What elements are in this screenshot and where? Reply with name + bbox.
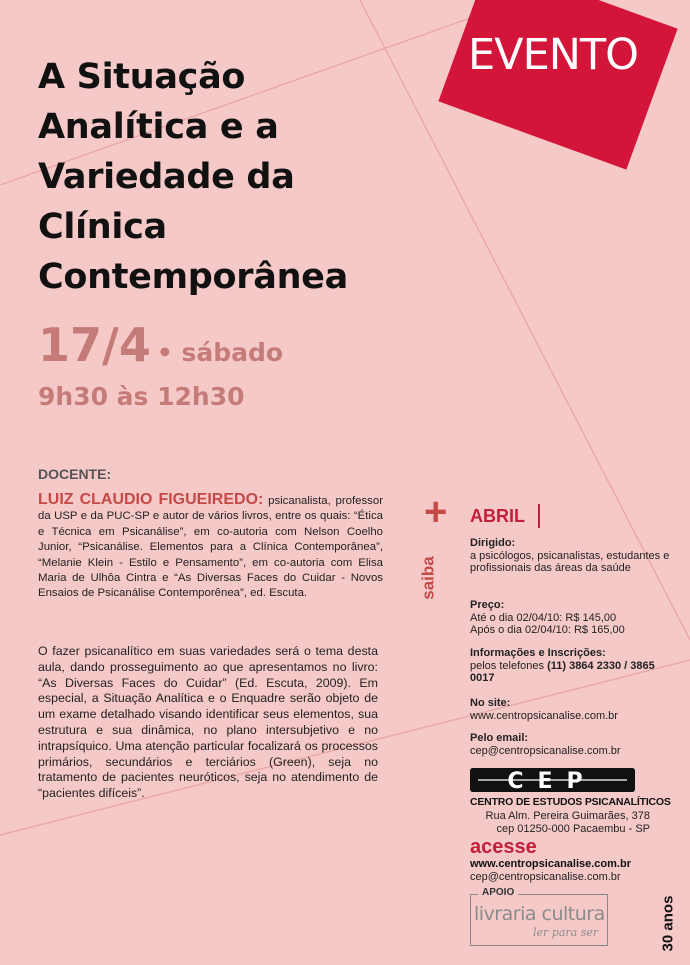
title-line: A Situação bbox=[38, 57, 246, 97]
cep-logo bbox=[470, 768, 635, 792]
cep-logo-text: CEP bbox=[507, 769, 597, 792]
event-date bbox=[38, 318, 283, 372]
event-time: 9h30 às 12h30 bbox=[38, 382, 245, 411]
address-line: Rua Alm. Pereira Guimarães, 378 bbox=[485, 810, 650, 822]
event-description: O fazer psicanalítico em suas variedades será o tema desta aula, dando prosseguimento ao que apresentamos no livro: “As Diversas Faces do Cuidar” (Ed. Escuta, 2009). Em especial, a Situação Analítica e o Enquadre serão objeto de um exame detalhado visando identificar seus elementos, sua estrutura e sua dinâmica, no plano intersubjetivo e no intrapsíquico. Uma atenção particular focalizará os processos primários, secundários e terciários (Green), seja no tratamento de pacientes neuróticos, seja no atendimento de “pacientes difíceis”. bbox=[38, 644, 378, 801]
event-title bbox=[38, 52, 418, 302]
acesse-email-link[interactable]: cep@centropsicanalise.com.br bbox=[470, 871, 621, 883]
title-line: Contemporânea bbox=[38, 257, 348, 297]
inscricoes-prefix: pelos telefones bbox=[470, 659, 544, 672]
title-line: Analítica e a bbox=[38, 107, 279, 147]
plus-icon: + bbox=[424, 490, 448, 534]
acesse-site-link[interactable]: www.centropsicanalise.com.br bbox=[470, 858, 631, 870]
preco-late: Após o dia 02/04/10: R$ 165,00 bbox=[470, 624, 625, 636]
date-weekday: • sábado bbox=[156, 338, 284, 367]
cep-name: CENTRO DE ESTUDOS PSICANALÍTICOS bbox=[470, 796, 671, 808]
site-label: No site: bbox=[470, 697, 511, 709]
email-block bbox=[470, 732, 670, 757]
address-line: cep 01250-000 Pacaembu - SP bbox=[496, 823, 650, 835]
site-link[interactable]: www.centropsicanalise.com.br bbox=[470, 709, 618, 722]
month-divider bbox=[538, 504, 540, 528]
email-link[interactable]: cep@centropsicanalise.com.br bbox=[470, 744, 621, 757]
phone-numbers: (11) 3864 2330 / 3865 0017 bbox=[470, 659, 655, 684]
preco-block bbox=[470, 599, 670, 637]
sponsor-tagline: ler para ser bbox=[533, 926, 599, 939]
title-line: Clínica bbox=[38, 207, 167, 247]
dirigido-text: a psicólogos, psicanalistas, estudantes e profissionais das áreas da saúde bbox=[470, 549, 670, 574]
month-label: ABRIL bbox=[470, 506, 525, 526]
sponsor-logo: livraria cultura bbox=[474, 903, 605, 925]
site-block bbox=[470, 697, 670, 722]
dirigido-block bbox=[470, 537, 670, 575]
preco-early: Até o dia 02/04/10: R$ 145,00 bbox=[470, 611, 617, 624]
docente-bio bbox=[38, 492, 383, 602]
title-line: Variedade da bbox=[38, 157, 295, 197]
anniversary-label: 30 anos bbox=[659, 895, 677, 952]
docente-bio-text: psicanalista, professor da USP e da PUC-SP e autor de vários livros, entre os quais: “Ética e Técnica em Psicanálise”, em co-autoria com Nelson Coelho Junior, “Psicanálise. Elementos para a Clínica Contemporânea”, “Melanie Klein - Estilo e Pensamento”, em co-autoria com Elisa Maria de Ulhôa Cintra e “As Diversas Faces do Cuidar - Novos Ensaios de Psicanálise Contemporênea”, ed. Escuta. bbox=[38, 495, 384, 600]
inscricoes-block bbox=[470, 647, 670, 685]
docente-label: DOCENTE: bbox=[38, 466, 112, 482]
cep-address bbox=[470, 810, 650, 836]
dirigido-label: Dirigido: bbox=[470, 537, 516, 549]
saiba-label: saiba bbox=[418, 556, 438, 600]
acesse-label: acesse bbox=[470, 836, 537, 858]
email-label: Pelo email: bbox=[470, 732, 529, 744]
apoio-label: APOIO bbox=[478, 887, 518, 898]
date-day: 17/4 bbox=[38, 318, 151, 372]
evento-label: EVENTO bbox=[468, 30, 639, 80]
docente-name: LUIZ CLAUDIO FIGUEIREDO: bbox=[38, 491, 264, 508]
inscricoes-label: Informações e Inscrições: bbox=[470, 647, 606, 659]
preco-label: Preço: bbox=[470, 599, 505, 611]
